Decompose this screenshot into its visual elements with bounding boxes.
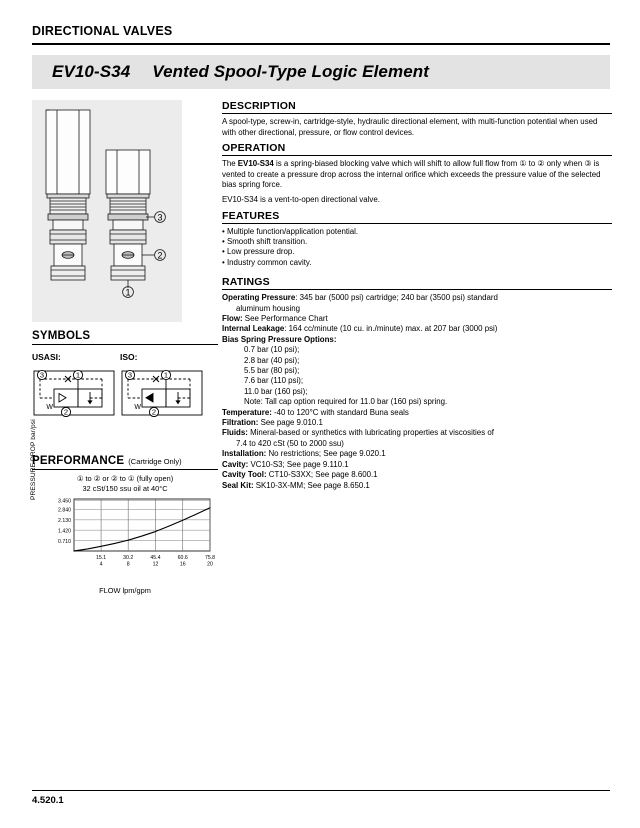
chart-x-tick-lpm: 60.6 (177, 555, 188, 561)
left-column (32, 100, 218, 322)
symbols-heading: SYMBOLS (32, 330, 91, 342)
feature-item-label: Multiple function/application potential. (226, 226, 359, 236)
rating-fluids-cont: 7.4 to 420 cSt (50 to 2000 ssu) (236, 438, 344, 448)
performance-heading: PERFORMANCE (32, 455, 125, 467)
feature-item: • Low pressure drop. (222, 247, 295, 257)
rating-value: VC10-S3; See page 9.110.1 (248, 459, 349, 469)
feature-item-label: Low pressure drop. (226, 247, 295, 257)
cartridge-valves-illustration (32, 100, 182, 322)
iso-port-3: 3 (127, 370, 133, 380)
iso-schematic-symbol (120, 365, 204, 417)
bias-option: 0.7 bar (10 psi); (244, 345, 300, 355)
bias-option: 11.0 bar (160 psi); (244, 386, 308, 396)
rating-value: SK10-3X-MM; See page 8.650.1 (253, 480, 370, 490)
callout-port-2: 2 (157, 250, 163, 261)
chart-title-line2: 32 cSt/150 ssu oil at 40°C (82, 483, 168, 493)
rating-flow (222, 314, 612, 324)
header-divider (32, 43, 610, 45)
usasi-port-3: 3 (39, 370, 45, 380)
page-number: 4.520.1 (32, 795, 64, 806)
usasi-schematic-symbol (32, 365, 116, 417)
rating-installation (222, 449, 612, 459)
chart-x-tick-gpm: 20 (207, 561, 213, 568)
rating-bias-spring (222, 335, 612, 345)
rating-seal-kit (222, 481, 612, 491)
callout-port-1: 1 (125, 287, 131, 298)
chart-y-tick: 2.840 (58, 507, 71, 514)
iso-port-2: 2 (151, 407, 157, 417)
iso-w-label: W (134, 404, 141, 411)
rating-value: See Performance Chart (242, 314, 328, 323)
performance-subheading: (Cartridge Only) (128, 457, 182, 466)
operation-section (222, 142, 612, 205)
bias-option-note: Note: Tall cap option required for 11.0 bar (160 psi) spring. (244, 397, 448, 407)
chart-x-tick-lpm: 15.1 (96, 555, 107, 561)
rating-label: Cavity Tool: (222, 470, 267, 480)
features-heading: FEATURES (222, 209, 280, 222)
bias-option: 5.5 bar (80 psi); (244, 366, 300, 376)
chart-x-tick-gpm: 8 (126, 561, 130, 568)
rating-label: Cavity: (222, 459, 249, 469)
rating-label: Temperature: (222, 407, 272, 417)
footer-divider (32, 790, 610, 791)
document-header (32, 24, 610, 45)
rating-operating-pressure (222, 293, 612, 303)
chart-x-tick-lpm: 75.8 (204, 555, 216, 561)
rating-value: : 164 cc/minute (10 cu. in./minute) max. at 207 bar (3000 psi) (284, 324, 498, 334)
usasi-label: USASI: (32, 352, 61, 362)
rating-label: Fluids: (222, 428, 248, 438)
chart-title-line1: ① to ② or ② to ① (fully open) (76, 474, 174, 483)
usasi-port-1: 1 (75, 370, 81, 380)
operation-divider (222, 155, 612, 156)
usasi-symbol-block (32, 352, 120, 422)
product-model: EV10-S34 (52, 62, 131, 81)
rating-value: : 345 bar (5000 psi) cartridge; 240 bar (3500 psi) standard (295, 293, 498, 303)
rating-value: CT10-S3XX; See page 8.600.1 (266, 470, 378, 480)
chart-curve (74, 508, 210, 551)
operation-heading: OPERATION (222, 142, 286, 155)
rating-label: Internal Leakage (222, 324, 285, 334)
operation-text-pre: The (222, 159, 238, 169)
bias-option: 2.8 bar (40 psi); (244, 355, 300, 365)
feature-item: • Multiple function/application potential. (222, 226, 359, 236)
usasi-port-2: 2 (63, 407, 69, 417)
product-title: Vented Spool-Type Logic Element (152, 62, 429, 81)
rating-label: Filtration: (222, 418, 259, 428)
rating-label: Installation: (222, 449, 267, 459)
rating-value: See page 9.010.1 (258, 418, 323, 428)
chart-x-tick-gpm: 4 (99, 561, 103, 568)
chart-plot-area (32, 495, 218, 583)
description-section (222, 100, 612, 138)
rating-label: Seal Kit: (222, 480, 254, 490)
symbols-divider (32, 344, 218, 345)
chart-x-tick-gpm: 16 (179, 561, 186, 568)
ratings-divider (222, 289, 612, 290)
cartridge-drawing-panel (32, 100, 182, 322)
operation-model-bold: EV10-S34 (237, 159, 274, 169)
rating-cavity (222, 460, 612, 470)
rating-cavity-tool (222, 470, 612, 480)
chart-y-tick: 0.710 (58, 538, 71, 545)
category-title: DIRECTIONAL VALVES (32, 24, 173, 38)
rating-operating-pressure-cont: aluminum housing (236, 303, 301, 313)
chart-x-axis-label: FLOW lpm/gpm (99, 586, 151, 595)
chart-y-tick: 3.450 (58, 498, 71, 505)
usasi-w-label: W (46, 404, 53, 411)
symbols-section (32, 330, 218, 422)
ratings-section (222, 276, 612, 491)
feature-item: • Industry common cavity. (222, 257, 312, 267)
feature-item-label: Smooth shift transition. (226, 236, 308, 246)
operation-paragraph-1 (222, 159, 612, 191)
right-column (222, 100, 612, 492)
chart-x-tick-lpm: 45.4 (150, 555, 161, 561)
rating-label: Flow: (222, 314, 243, 323)
chart-y-axis-label: PRESSURE DROP bar/psi (30, 419, 37, 500)
iso-port-1: 1 (163, 370, 169, 380)
description-body: A spool-type, screw-in, cartridge-style, hydraulic directional element, with multi-function potential when used with other directional, pressure, or flow control devices. (222, 117, 598, 137)
ratings-heading: RATINGS (222, 276, 270, 289)
rating-temperature (222, 408, 612, 418)
rating-label: Bias Spring Pressure Options: (222, 334, 337, 344)
rating-value: -40 to 120°C with standard Buna seals (271, 407, 409, 417)
features-divider (222, 223, 612, 224)
description-divider (222, 113, 612, 114)
performance-section (30, 419, 218, 599)
iso-symbol-block (120, 352, 208, 422)
features-section (222, 210, 612, 269)
rating-filtration (222, 418, 612, 428)
rating-value: Mineral-based or synthetics with lubricating properties at viscosities of (247, 428, 494, 438)
performance-divider (32, 469, 218, 470)
rating-internal-leakage (222, 324, 612, 334)
chart-x-tick-gpm: 12 (152, 561, 159, 568)
feature-item-label: Industry common cavity. (226, 257, 312, 267)
operation-text-post: is a spring-biased blocking valve which will shift to allow full flow from ① to ② only when ③ is vented to create a pressure drop across the internal orifice which exceeds the pressure value of the selected bias spring force. (222, 159, 601, 190)
operation-paragraph-2: EV10-S34 is a vent-to-open directional valve. (222, 194, 380, 204)
rating-label: Operating Pressure (222, 293, 296, 303)
rating-value: No restrictions; See page 9.020.1 (266, 449, 386, 459)
chart-y-tick: 1.420 (58, 528, 71, 535)
feature-item: • Smooth shift transition. (222, 236, 308, 246)
rating-fluids (222, 428, 612, 438)
chart-x-tick-lpm: 30.2 (123, 555, 134, 561)
iso-label: ISO: (120, 352, 138, 362)
product-title-bar (32, 55, 610, 89)
description-heading: DESCRIPTION (222, 100, 296, 112)
callout-port-3: 3 (157, 212, 163, 223)
bias-option: 7.6 bar (110 psi); (244, 376, 304, 386)
chart-y-tick: 2.130 (58, 518, 71, 524)
